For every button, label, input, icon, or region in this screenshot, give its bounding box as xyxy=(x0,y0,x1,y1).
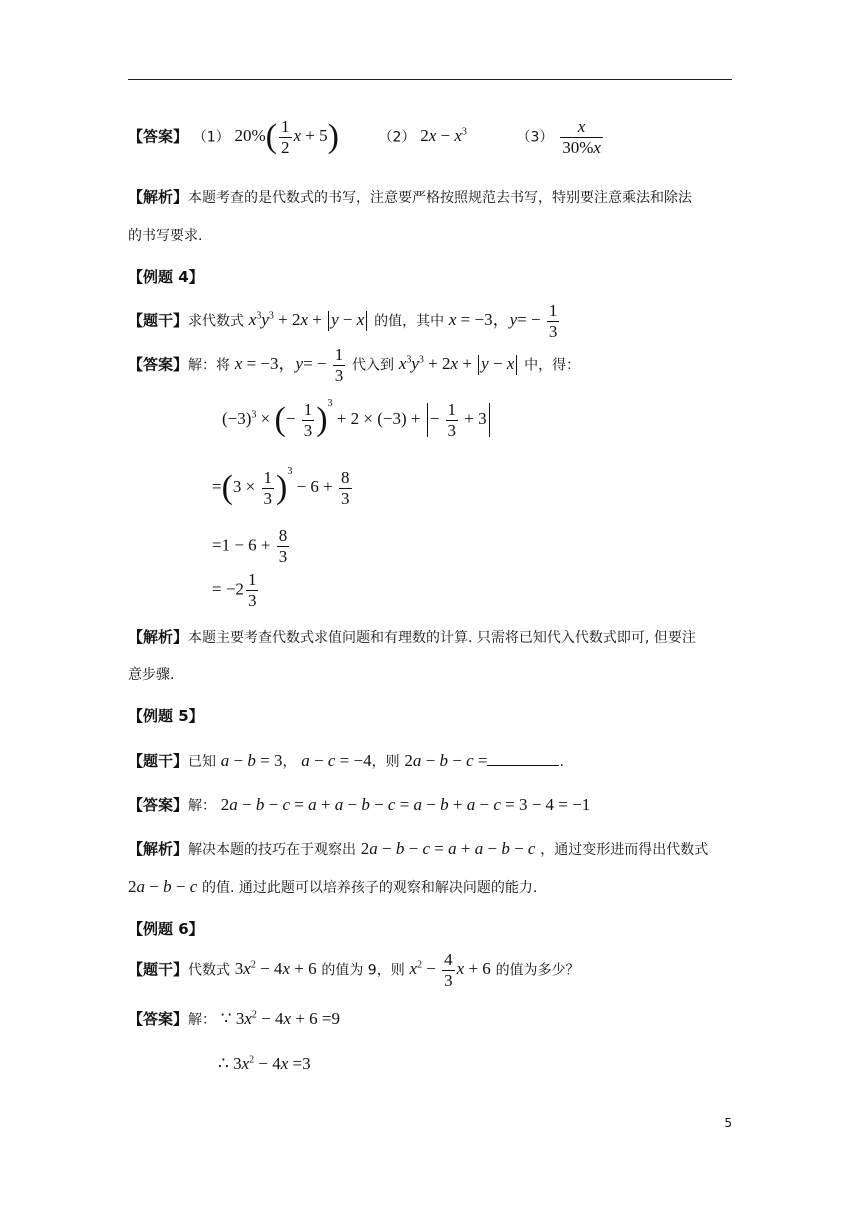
calc-step-4: = −2 $\frac{1}{3}$ xyxy=(212,570,257,610)
ex4-analysis-text2: 意步骤. xyxy=(128,667,175,683)
stem-label: 【题干】 xyxy=(128,311,189,330)
formula-3x2-4x-6: $3x^2 - 4x + 6$ xyxy=(234,959,317,979)
ex6-stem-pre: 代数式 xyxy=(188,962,231,979)
header-rule xyxy=(128,79,732,80)
formula-expr-2: $x^3y^3 + 2x + y - x$ xyxy=(399,354,520,373)
ex5-stem-mid: ， xyxy=(282,754,297,770)
formula-a-minus-b: a − b = 3 xyxy=(220,751,283,770)
ex3-analysis-line2 xyxy=(128,225,202,245)
part-1-label: （1） xyxy=(192,129,230,146)
formula-xy-values: x = −3，y= − $\frac{1}{3}$ xyxy=(448,301,558,341)
formula-a-minus-c: a − c = −4 xyxy=(301,751,372,770)
calc-step-2: =(3 × $\frac{1}{3}$ )$^3$ − 6 + $\frac{8}{3}$ xyxy=(212,466,350,508)
ex4-answer-line xyxy=(128,346,580,385)
ex6-stem-mid: 的值为 9，则 xyxy=(321,962,405,979)
answer-label: 【答案】 xyxy=(128,127,189,146)
stem-label: 【题干】 xyxy=(128,960,189,979)
ex5-analysis-pre: 解决本题的技巧在于观察出 xyxy=(188,842,357,858)
answer-label: 【答案】 xyxy=(128,796,189,814)
ex3-analysis-line xyxy=(128,186,692,207)
ex6-ans-pre: 解： xyxy=(188,1012,217,1028)
ex5-analysis-line xyxy=(128,838,708,859)
ex4-title: 【例题 4】 xyxy=(128,268,204,286)
formula-because-step: ∵ $3x^2 - 4x + 6 =9$ xyxy=(220,1009,340,1028)
ex4-ans-post: 中，得： xyxy=(524,357,581,374)
ex3-analysis-text: 本题考查的是代数式的书写，注意要严格按照规范去书写，特别要注意乘法和除法 xyxy=(188,190,693,206)
ex4-ans-pre: 解：将 xyxy=(188,357,231,374)
calc-step-1: $(-3)^3$ × (− $\frac{1}{3}$ )$^3$ + 2 × (−3) + − $\frac{1}{3}$ + 3 xyxy=(222,398,492,439)
page-number: 5 xyxy=(724,1116,732,1130)
ex5-ans-pre: 解： xyxy=(188,798,217,814)
ex5-stem-pre: 已知 xyxy=(188,754,217,770)
ex6-title: 【例题 6】 xyxy=(128,920,204,938)
analysis-label: 【解析】 xyxy=(128,840,189,858)
calc-step-3: =1 − 6 + $\frac{8}{3}$ xyxy=(212,526,288,566)
ex5-stem-mid2: ，则 xyxy=(371,754,400,770)
formula-2a-b-c-2: 2a − b − c xyxy=(128,877,198,896)
part-3-label: （3） xyxy=(516,129,554,146)
stem-label: 【题干】 xyxy=(128,752,189,770)
ex5-analysis-mid: ，通过变形进而得出代数式 xyxy=(540,842,709,858)
ex4-analysis-text: 本题主要考查代数式求值问题和有理数的计算. 只需将已知代入代数式即可, 但要注 xyxy=(188,630,696,646)
ex5-analysis-post: 的值. 通过此题可以培养孩子的观察和解决问题的能力. xyxy=(202,880,538,896)
answer-label: 【答案】 xyxy=(128,355,189,374)
ex3-analysis-text2: 的书写要求. xyxy=(128,228,203,244)
ex4-ans-mid: 代入到 xyxy=(352,357,395,374)
ex6-stem-post: 的值为多少？ xyxy=(495,962,580,979)
answer-label: 【答案】 xyxy=(128,1010,189,1028)
ex5-analysis-line2 xyxy=(128,877,537,897)
formula-therefore-step: ∴ $3x^2 - 4x =3$ xyxy=(218,1054,311,1073)
ex5-answer-line xyxy=(128,794,590,815)
ex4-stem-mid: 的值，其中 xyxy=(374,313,445,330)
ex3-answer-line xyxy=(128,118,605,157)
analysis-label: 【解析】 xyxy=(128,188,189,206)
ex5-stem-post: . xyxy=(559,754,564,770)
ex4-stem-line xyxy=(128,302,561,341)
formula-2x-minus-x3: $2x - x^3$ xyxy=(420,126,467,146)
formula-x2-4-3x-6: $x^2$ − $\frac{4}{3}$ x + 6 xyxy=(409,950,491,990)
ex4-stem-pre: 求代数式 xyxy=(188,313,245,330)
ex6-answer-line xyxy=(128,1008,340,1029)
formula-2a-b-c: 2a − b − c = xyxy=(404,751,488,770)
ex5-stem-line xyxy=(128,750,564,771)
part-2-label: （2） xyxy=(378,129,416,146)
formula-20pct: 20%( $\frac{1}{2}$ x + 5) xyxy=(234,117,339,157)
formula-substitute-values: x = −3，y= − $\frac{1}{3}$ xyxy=(234,345,344,385)
formula-expr: $x^3y^3 + 2x + y - x$ xyxy=(249,310,370,329)
ex4-analysis-line xyxy=(128,626,696,647)
formula-ex5-solution: 2a − b − c = a + a − b − c = a − b + a − c = 3 − 4 = −1 xyxy=(220,795,591,814)
ex6-stem-line xyxy=(128,951,580,990)
formula-x-over-30pct-x: $\frac{x}{30\%x}$ xyxy=(562,117,601,157)
answer-blank[interactable] xyxy=(487,751,559,766)
analysis-label: 【解析】 xyxy=(128,628,189,646)
ex5-title: 【例题 5】 xyxy=(128,707,204,725)
ex4-analysis-line2 xyxy=(128,664,174,684)
formula-ex5-identity: 2a − b − c = a + a − b − c xyxy=(360,839,536,858)
